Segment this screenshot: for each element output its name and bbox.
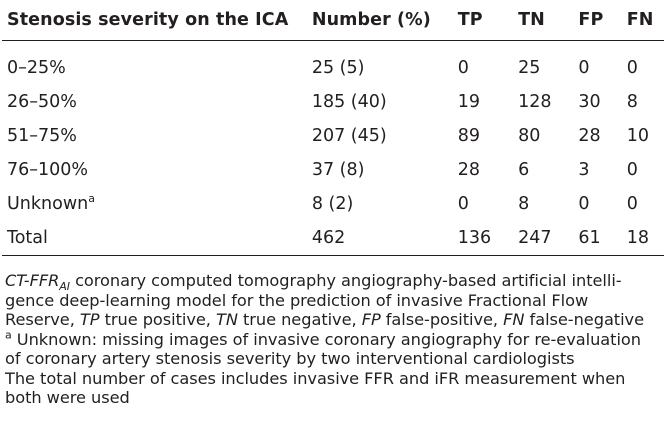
abbr-tp-def: true positive, [99, 310, 216, 329]
cell-severity [2, 187, 307, 221]
cell-severity: Total [2, 221, 307, 256]
footnote-marker-a: a [88, 192, 95, 206]
stenosis-results-table [2, 0, 664, 256]
table-row [2, 85, 664, 119]
cell-fn: 0 [626, 160, 638, 180]
cell-severity: 76–100% [7, 160, 89, 180]
abbr-fp-def: false-positive, [380, 310, 504, 329]
cell-severity: 26–50% [7, 92, 77, 112]
abbr-fn: FN [503, 310, 525, 329]
abbr-tp: TP [79, 310, 100, 329]
abbr-fp: FP [361, 310, 381, 329]
footnote-a-marker: a [5, 328, 12, 342]
table-header-row [2, 0, 664, 41]
total-note: The total number of cases includes invasive FFR and iFR measurement when both were used [5, 368, 626, 407]
table-row [2, 41, 664, 86]
cell-tp: 136 [453, 221, 513, 256]
cell-fp: 28 [578, 126, 601, 146]
cell-tn: 25 [518, 58, 541, 78]
table-row [2, 153, 664, 187]
cell-tn: 247 [513, 221, 573, 256]
table-row [2, 119, 664, 153]
abbr-tn-def: true negative, [237, 310, 362, 329]
header-fn: FN [622, 0, 664, 41]
abbr-ctffr-subscript: AI [59, 280, 70, 294]
cell-severity: 51–75% [7, 126, 77, 146]
cell-fn: 8 [626, 92, 638, 112]
cell-fn: 10 [626, 126, 649, 146]
table-row-total [2, 221, 664, 256]
header-tn: TN [513, 0, 573, 41]
severity-label: Unknown [7, 194, 89, 214]
cell-tp: 89 [457, 126, 480, 146]
cell-fn: 0 [626, 194, 638, 214]
cell-fn: 18 [622, 221, 664, 256]
cell-number: 8 (2) [311, 194, 354, 214]
table-footnotes [5, 271, 660, 408]
cell-number: 25 (5) [311, 58, 365, 78]
cell-tp: 0 [457, 194, 469, 214]
abbreviations-note [5, 271, 660, 330]
cell-tn: 8 [518, 194, 530, 214]
cell-tp: 19 [457, 92, 480, 112]
cell-tp: 28 [457, 160, 480, 180]
cell-fp: 3 [578, 160, 590, 180]
abbr-tn: TN [215, 310, 238, 329]
cell-tn: 6 [518, 160, 530, 180]
abbr-fn-def: false-negative [524, 310, 644, 329]
cell-number: 185 (40) [311, 92, 387, 112]
table-row [2, 187, 664, 221]
cell-number: 207 (45) [311, 126, 387, 146]
header-number-percent: Number (%) [307, 0, 453, 41]
header-tp: TP [453, 0, 513, 41]
cell-tn: 128 [518, 92, 552, 112]
cell-severity: 0–25% [7, 58, 66, 78]
cell-fp: 0 [578, 194, 590, 214]
cell-number: 462 [307, 221, 453, 256]
cell-tn: 80 [518, 126, 541, 146]
abbr-ctffr-def: coronary computed tomography angiography-based artificial intelli-gence deep-learning model for the prediction of invasive Fractional Flow Reserve, [5, 271, 622, 329]
header-stenosis-severity: Stenosis severity on the ICA [2, 0, 307, 41]
cell-fp: 30 [578, 92, 601, 112]
abbr-ctffr: CT-FFR [5, 271, 60, 290]
cell-fp: 61 [573, 221, 621, 256]
footnote-a [5, 330, 660, 369]
cell-fn: 0 [626, 58, 638, 78]
footnote-a-text: Unknown: missing images of invasive coronary angiography for re-evaluation of coronary artery stenosis severity by two interventional cardiologists [5, 329, 641, 368]
cell-fp: 0 [578, 58, 590, 78]
cell-tp: 0 [457, 58, 469, 78]
header-fp: FP [573, 0, 621, 41]
cell-number: 37 (8) [311, 160, 365, 180]
